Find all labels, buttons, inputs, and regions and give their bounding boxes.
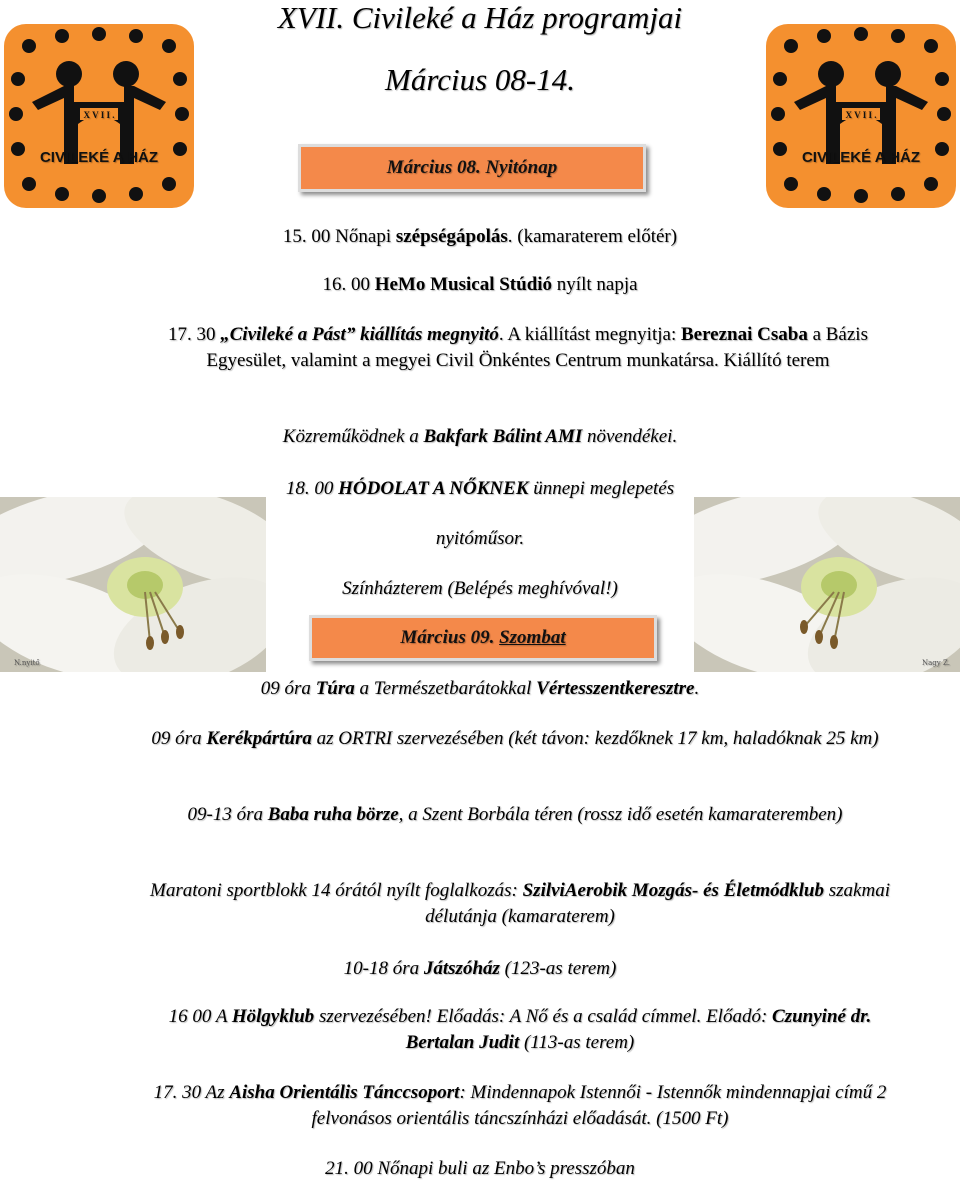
svg-text:Nagy Z.: Nagy Z. <box>922 659 950 667</box>
day2-event-2: 09 óra Kerékpártúra az ORTRI szervezésében (két távon: kezdőknek 17 km, haladóknak 25 km) <box>151 728 879 749</box>
day1-event-7: Színházterem (Belépés meghívóval!) <box>342 578 618 599</box>
page-title: XVII. Civileké a Ház programjai <box>277 0 683 35</box>
day1-event-5: 18. 00 HÓDOLAT A NŐKNEK ünnepi meglepetés <box>285 478 675 499</box>
day1-event-3: 17. 30 „Civileké a Pást” kiállítás megnyitó. A kiállítást megnyitja: Bereznai Csaba a Bázis Egyesület, valamint a megyei Civil Önkéntes Centrum munkatársa. Kiállító terem <box>168 324 868 371</box>
svg-text:X V I I .: X V I I . <box>845 110 877 120</box>
day1-event-1: 15. 00 Nőnapi szépségápolás. (kamaraterem előtér) <box>282 226 678 247</box>
day2-event-7: 17. 30 Az Aisha Orientális Tánccsoport: Mindennapok Istennői - Istennők mindennapjai című 2 felvonásos orientális táncszínházi előadását. (1500 Ft) <box>153 1082 887 1129</box>
page-subtitle: Március 08-14. <box>385 62 575 97</box>
day2-banner: Március 09. Szombat <box>309 615 657 661</box>
svg-text:X V I I .: X V I I . <box>83 110 115 120</box>
day1-event-6: nyitóműsor. <box>435 528 525 549</box>
day2-event-4: Maratoni sportblokk 14 órától nyílt foglalkozás: SzilviAerobik Mozgás- és Életmódklub szakmai délutánja (kamaraterem) <box>150 880 890 927</box>
svg-text:N.nyitő: N.nyitő <box>14 659 40 667</box>
day1-event-4: Közreműködnek a Bakfark Bálint AMI növendékei. <box>282 426 678 447</box>
svg-text:CIVILEKÉ A HÁZ: CIVILEKÉ A HÁZ <box>39 149 159 166</box>
day2-event-8: 21. 00 Nőnapi buli az Enbo’s presszóban <box>325 1158 635 1179</box>
day2-event-3: 09-13 óra Baba ruha börze, a Szent Borbála téren (rossz idő esetén kamarateremben) <box>187 804 843 825</box>
civileke-logo-right <box>766 24 956 208</box>
day1-banner: Március 08. Nyitónap <box>298 144 646 192</box>
day2-event-6: 16 00 A Hölgyklub szervezésében! Előadás: A Nő és a család címmel. Előadó: Czunyiné dr. Bertalan Judit (113-as terem) <box>168 1006 872 1053</box>
svg-text:CIVILEKÉ A HÁZ: CIVILEKÉ A HÁZ <box>801 149 921 166</box>
day1-event-2: 16. 00 HeMo Musical Stúdió nyílt napja <box>322 274 638 295</box>
day2-event-5: 10-18 óra Játszóház (123-as terem) <box>343 958 617 979</box>
day2-event-1: 09 óra Túra a Természetbarátokkal Vértesszentkeresztre. <box>260 678 700 699</box>
civileke-logo-left <box>4 24 194 208</box>
